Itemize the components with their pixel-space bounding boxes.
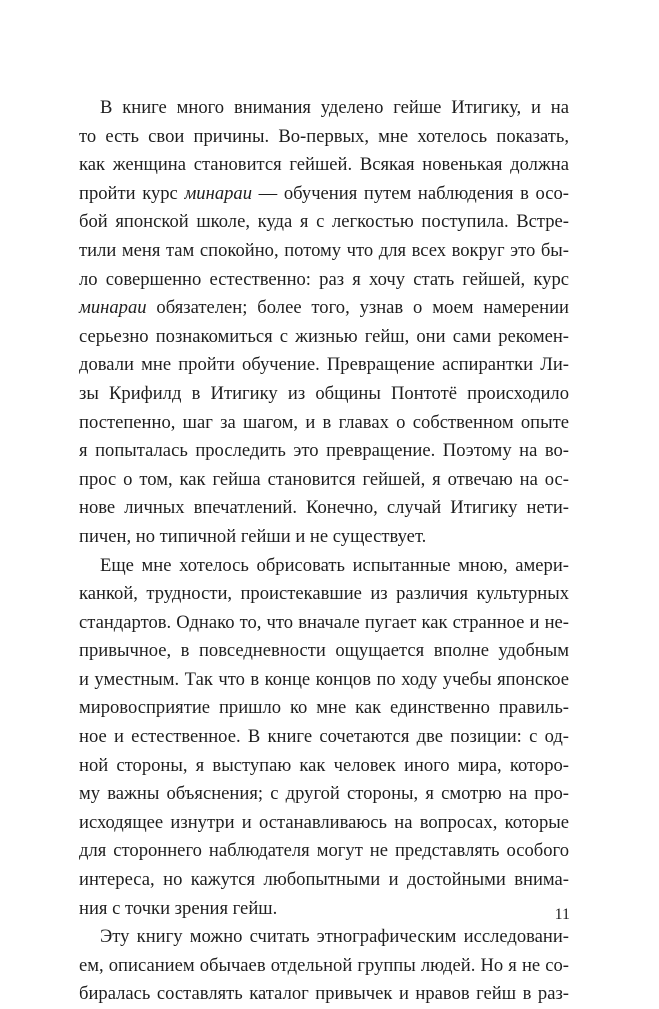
italic-term: минараи bbox=[79, 297, 147, 319]
text-line bbox=[79, 180, 569, 209]
text-line: тили меня там спокойно, потому что для всех вокруг это бы- bbox=[79, 239, 569, 261]
page-number: 11 bbox=[554, 906, 570, 923]
text-line: ло совершенно естественно: раз я хочу стать гейшей, курс bbox=[79, 268, 569, 290]
text-line: прос о том, как гейша становится гейшей, я отвечаю на ос- bbox=[79, 468, 569, 490]
text-line: и уместным. Так что в конце концов по ходу учебы японское bbox=[79, 668, 569, 690]
text-segment: — обучения путем наблюдения в осо- bbox=[252, 182, 569, 204]
text-segment: обязателен; более того, узнав о моем намерении bbox=[146, 297, 569, 319]
text-line: Еще мне хотелось обрисовать испытанные мною, амери- bbox=[100, 554, 569, 576]
text-line: ем, описанием обычаев отдельной группы людей. Но я не со- bbox=[79, 954, 569, 976]
text-line: мировосприятие пришло ко мне как единственно правиль- bbox=[79, 697, 569, 719]
text-line: как женщина становится гейшей. Всякая новенькая должна bbox=[79, 154, 569, 176]
text-line: постепенно, шаг за шагом, и в главах о собственном опыте bbox=[79, 411, 569, 433]
text-segment: пройти курс bbox=[79, 182, 185, 204]
text-line: для стороннего наблюдателя могут не представлять особого bbox=[79, 840, 569, 862]
text-line: В книге много внимания уделено гейше Итигику, и на bbox=[100, 97, 569, 118]
text-line: привычное, в повседневности ощущается вполне удобным bbox=[79, 640, 569, 662]
text-line: довали мне пройти обучение. Превращение аспирантки Ли- bbox=[79, 354, 569, 376]
text-line: стандартов. Однако то, что вначале пугает как странное и не- bbox=[79, 611, 569, 633]
text-line: ния с точки зрения гейш. bbox=[79, 897, 278, 919]
paragraph bbox=[79, 94, 569, 552]
body-text bbox=[79, 94, 569, 1009]
text-line: бой японской школе, куда я с легкостью поступила. Встре- bbox=[79, 211, 569, 233]
text-line: ное и естественное. В книге сочетаются две позиции: с од- bbox=[79, 726, 569, 748]
text-line: интереса, но кажутся любопытными и достойными внима- bbox=[79, 869, 569, 891]
text-line: зы Крифилд в Итигику из общины Понтотё происходило bbox=[79, 382, 569, 404]
text-line: пичен, но типичной гейши и не существует. bbox=[79, 525, 427, 547]
text-line: исходящее изнутри и останавливаюсь на вопросах, которые bbox=[79, 811, 569, 833]
italic-term: минараи bbox=[184, 182, 253, 204]
text-line bbox=[79, 294, 569, 323]
paragraph bbox=[79, 552, 569, 924]
text-line: ной стороны, я выступаю как человек иного мира, которо- bbox=[79, 754, 569, 776]
text-line: биралась составлять каталог привычек и нравов гейш в раз- bbox=[79, 983, 569, 1005]
text-line: му важны объяснения; с другой стороны, я смотрю на про- bbox=[79, 783, 569, 805]
text-line: я попыталась проследить это превращение. Поэтому на во- bbox=[79, 440, 569, 462]
text-line: то есть свои причины. Во-первых, мне хотелось показать, bbox=[79, 125, 569, 147]
text-line: Эту книгу можно считать этнографическим исследовани- bbox=[100, 926, 569, 948]
text-line: серьезно познакомиться с жизнью гейш, они сами рекомен- bbox=[79, 325, 569, 347]
text-line: канкой, трудности, проистекавшие из различия культурных bbox=[79, 583, 569, 605]
paragraph bbox=[79, 923, 569, 1009]
text-line: нове личных впечатлений. Конечно, случай Итигику нети- bbox=[79, 497, 569, 519]
